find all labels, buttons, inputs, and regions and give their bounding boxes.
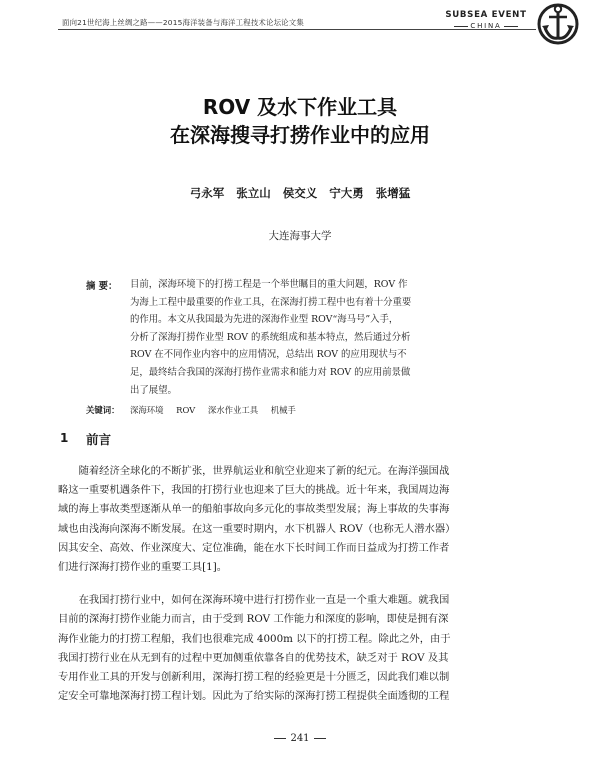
abstract-line: 为海上工程中最重要的作业工具，在深海打捞工程中也有着十分重要 [130,296,412,308]
abstract-body [130,276,525,399]
section-title: 前言 [86,432,112,447]
abstract-line: 分析了深海打捞作业型 ROV 的系统组成和基本特点，然后通过分析 [130,331,411,343]
body-line: 略这一重要机遇条件下，我国的打捞行业也迎来了巨大的挑战。近十年来，我国周边海 [58,484,450,497]
keywords-label: 关键词： [86,405,120,415]
body-text [58,462,540,706]
brand-line2-wrap [438,22,534,30]
body-line: 们进行深海打捞作业的重要工具[1]。 [58,560,228,573]
keywords-text: 深海环境 ROV 深水作业工具 机械手 [130,405,296,415]
abstract-line: 目前，深海环境下的打捞工程是一个举世瞩目的重大问题，ROV 作 [130,279,408,290]
brand-line1: SUBSEA EVENT [445,10,527,20]
body-line: 定安全可靠地深海打捞工程计划。因此为了给实际的深海打捞工程提供全面透彻的工程 [58,690,450,703]
body-line: 我国打捞行业在从无到有的过程中更加侧重依靠各自的优势技术，缺乏对于 ROV 及其 [58,651,449,664]
page-footer [0,733,600,744]
paper-title-line2: 在深海搜寻打捞作业中的应用 [170,123,430,147]
brand-block [438,10,534,30]
body-line: 专用作业工具的开发与创新利用，深海打捞工程的经验更是十分匮乏，因此我们难以制 [58,670,450,683]
body-line: 目前的深海打捞作业能力而言，由于受到 ROV 工作能力和深度的影响，即使是拥有深 [58,613,449,626]
body-line: 随着经济全球化的不断扩张，世界航运业和航空业迎来了新的纪元。在海洋强国战 [58,465,450,477]
author-list: 弓永军 张立山 侯交义 宁大勇 张增猛 [189,186,411,200]
affiliation: 大连海事大学 [268,230,332,242]
abstract-label: 摘 要： [86,281,118,292]
abstract-line: 出了展望。 [130,384,177,396]
running-title: 面向21世纪海上丝绸之路——2015海洋装备与海洋工程技术论坛论文集 [62,18,304,27]
page-number: 241 [290,733,310,744]
subsea-anchor-logo-icon [534,0,582,48]
body-line: 域的海上事故类型逐渐从单一的船舶事故向多元化的事故类型发展；海上事故的失事海 [58,503,450,516]
body-line: 域也由浅海向深海不断发展。在这一重要时期内，水下机器人 ROV（也称无人潜水器） [58,522,456,535]
section-number: 1 [60,431,69,445]
page-header [0,0,600,48]
paragraph-gap [58,577,540,591]
abstract-line: 的作用。本文从我国最为先进的深海作业型 ROV“海马号”入手， [130,314,399,326]
abstract-line: ROV 在不同作业内容中的应用情况，总结出 ROV 的应用现状与不 [130,349,407,361]
abstract-line: 足，最终结合我国的深海打捞作业需求和能力对 ROV 的应用前景做 [130,366,411,378]
paper-title-line1: ROV 及水下作业工具 [202,95,398,119]
body-line: 因其安全、高效、作业深度大、定位准确，能在水下长时间工作而日益成为打捞工作者 [58,541,450,554]
body-line: 在我国打捞行业中，如何在深海环境中进行打捞作业一直是一个重大难题。就我国 [58,594,450,607]
brand-line2: CHINA [470,22,502,30]
body-line: 海作业能力的打捞工程船，我们也很难完成 4000m 以下的打捞工程。除此之外，由于 [58,632,451,645]
